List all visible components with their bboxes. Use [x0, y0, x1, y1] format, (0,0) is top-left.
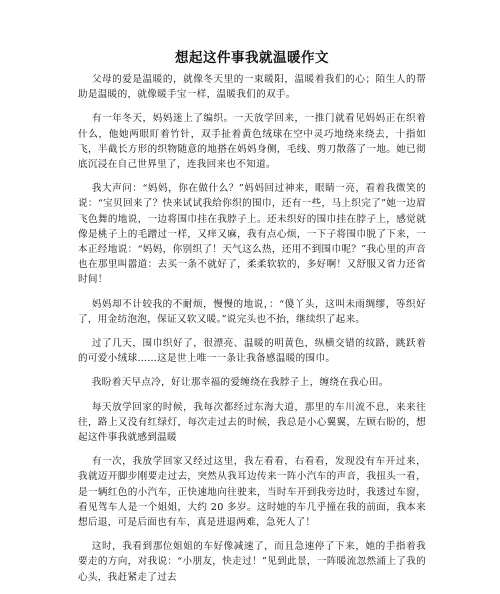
- paragraph: 有一年冬天，妈妈迷上了编织。一天放学回来，一推门就看见妈妈正在织着什么，他她两眼盯着竹针，双手扯着黄色绒球在空中灵巧地绕来绕去，十指如飞，半截长方形的织物随意的地搭在妈妈身侧，毛线、剪刀散落了一地。她已彻底沉浸在自己世界里了，连我回来也不知道。: [78, 113, 426, 171]
- paragraph: 父母的爱是温暖的，就像冬天里的一束暖阳，温暖着我们的心；陌生人的帮助是温暖的，就像暖手宝一样，温暖我们的双手。: [78, 74, 426, 101]
- paragraph: 有一次，我放学回家又经过这里，我左看看，右看看，发现没有车开过来，我就迈开脚步刚要走过去，突然从我耳边传来一阵小汽车的声音，我扭头一看，是一辆红色的小汽车，正快速地向往驶来，当时车开到我旁边时，我透过车窗，看见驾车人是一个姐姐，大约 20 多岁。这时她的车几乎撞在我的前面，我本来想后退，可是后面也有车，真是进退两难，急死人了！: [78, 456, 426, 529]
- document-page: [78, 50, 426, 594]
- paragraph: 我大声问：“妈妈，你在做什么？”妈妈回过神来，眼睛一亮，看着我微笑的说：“宝贝回来了？快来试试我给你织的围巾，还有一些，马上织完了”她一边眉飞色舞的地说，一边将围巾挂在我脖子上。还未织好的围巾挂在脖子上，感觉就像是桃子上的毛蹭过一样，又痒又麻，我有点心烦，一下子将围巾脱了下来，一本正经地说：“妈妈，你别织了！天气这么热，还用不到围巾呢？”我心里的声音也在那里叫嚣道：去买一条不就好了，柔柔软软的，多好啊！又舒服又省力还省时间！: [78, 183, 426, 286]
- paragraph: 我盼着天早点冷，好让那幸福的爱缠绕在我脖子上，缠绕在我心田。: [91, 377, 389, 389]
- document-title: 想起这件事我就温暖作文: [175, 50, 329, 66]
- paragraph: 这时，我看到那位姐姐的车好像减速了，而且急速停了下来，她的手指着我要走的方向，对我说：“小朋友，快走过！”见到此景，一阵暖流忽然涌上了我的心头，我赶紧走了过去: [78, 541, 426, 583]
- paragraph: 妈妈却不计较我的不耐烦，慢慢的地说，：“傻丫头，这叫未雨绸缪，等织好了，用金纺泡泡，保证又软又暖。”说完头也不抬，继续织了起来。: [78, 298, 426, 325]
- paragraph: 过了几天，围巾织好了，很漂亮、温暖的明黄色，纵横交错的纹路，跳跃着的可爱小绒球……这是世上唯一一条让我备感温暖的围巾。: [78, 338, 426, 365]
- paragraph: 每天放学回家的时候，我每次都经过东海大道，那里的车川流不息，来来往往，路上又没有红绿灯，每次走过去的时候，我总是小心翼翼，左顾右盼的，想起这件事我就感到温暖: [78, 401, 426, 444]
